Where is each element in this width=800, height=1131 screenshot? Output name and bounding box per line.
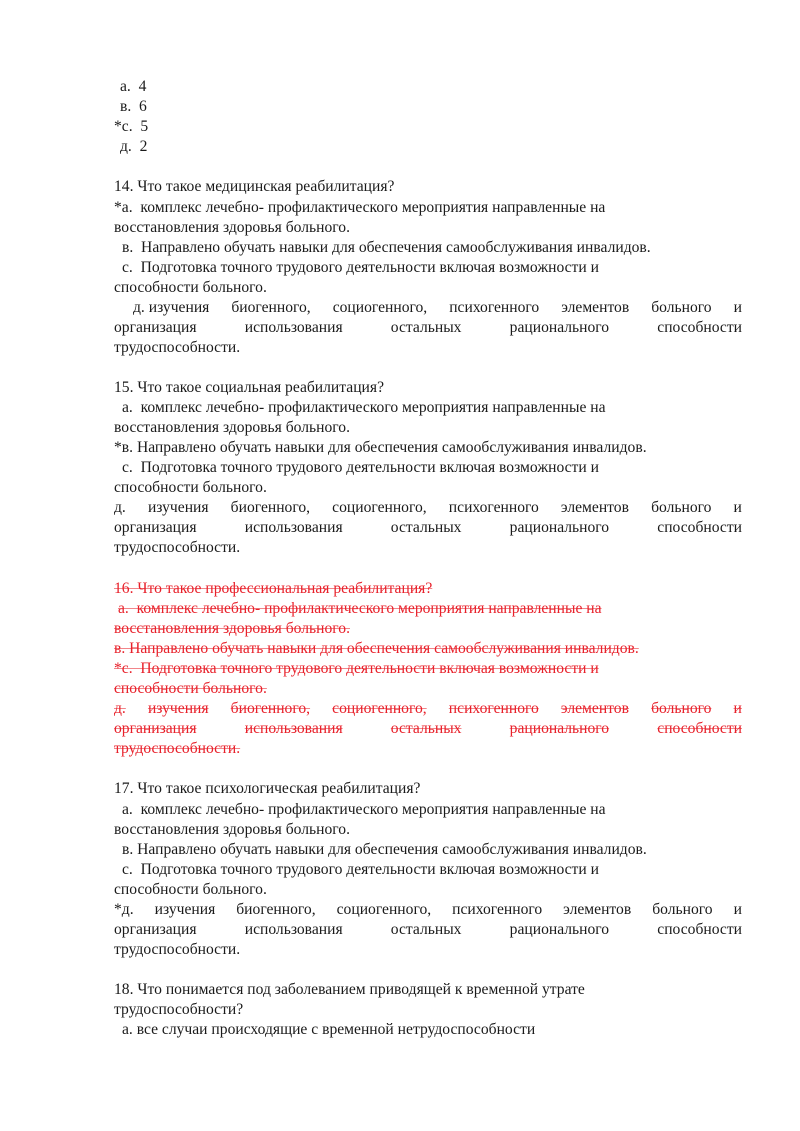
q13-option-d: д. 2	[120, 138, 148, 155]
word: социогенного,	[332, 700, 427, 717]
q14-option-d-line2	[114, 318, 742, 338]
q18-question-line2: трудоспособности?	[114, 1001, 244, 1018]
q16-option-d-line1	[114, 699, 742, 719]
q15-option-a-line1: а. комплекс лечебно- профилактического мероприятия направленные на	[122, 399, 606, 416]
q17-option-d-line3: трудоспособности.	[114, 941, 241, 958]
word: изучения	[147, 700, 209, 717]
q15-option-c-line2: способности больного.	[114, 479, 267, 496]
word: рационального	[509, 720, 610, 737]
q16-question: 16. Что такое профессиональная реабилитация?	[114, 580, 433, 597]
word: биогенного,	[230, 499, 311, 516]
q18-option-a: а. все случаи происходящие с временной нетрудоспособности	[122, 1021, 536, 1038]
word: биогенного,	[230, 700, 311, 717]
q15-option-b: *в. Направлено обучать навыки для обеспечения самообслуживания инвалидов.	[114, 439, 647, 456]
q16-option-b: в. Направлено обучать навыки для обеспечения самообслуживания инвалидов.	[114, 640, 639, 657]
q17-option-a-line2: восстановления здоровья больного.	[114, 821, 350, 838]
q14-option-c-line1: с. Подготовка точного трудового деятельности включая возможности и	[122, 259, 599, 276]
word: и	[733, 700, 742, 717]
q17-option-b: в. Направлено обучать навыки для обеспечения самообслуживания инвалидов.	[122, 841, 647, 858]
word: психогенного	[448, 700, 539, 717]
word: больного	[651, 700, 712, 717]
word: способности	[657, 319, 742, 336]
word: элементов	[561, 299, 630, 316]
q13-option-c: *с. 5	[114, 118, 149, 135]
word: изучения	[154, 901, 216, 918]
q15-option-c-line1: с. Подготовка точного трудового деятельности включая возможности и	[122, 459, 599, 476]
word: и	[733, 901, 742, 918]
word: организация	[114, 921, 197, 938]
word: рационального	[509, 921, 610, 938]
q14-option-b: в. Направлено обучать навыки для обеспечения самообслуживания инвалидов.	[122, 239, 651, 256]
word: остальных	[390, 921, 462, 938]
word: *д.	[114, 901, 134, 918]
q16-option-d-line3: трудоспособности.	[114, 740, 241, 757]
q17-option-c-line2: способности больного.	[114, 881, 267, 898]
word: изучения	[147, 499, 209, 516]
q14-option-a-line1: *а. комплекс лечебно- профилактического мероприятия направленные на	[114, 199, 606, 216]
word: биогенного,	[231, 299, 311, 316]
q15-option-d-line1	[114, 498, 742, 518]
q15-option-d-line2	[114, 518, 742, 538]
q17-option-c-line1: с. Подготовка точного трудового деятельности включая возможности и	[122, 861, 599, 878]
q14-option-d-line1	[133, 298, 742, 318]
q17-option-d-line1	[114, 900, 742, 920]
q18-question-line1: 18. Что понимается под заболеванием приводящей к временной утрате	[114, 981, 585, 998]
word: рационального	[509, 319, 610, 336]
word: д. изучения	[133, 299, 210, 316]
word: остальных	[390, 720, 462, 737]
word: использования	[244, 921, 343, 938]
q14-question: 14. Что такое медицинская реабилитация?	[114, 178, 395, 195]
word: и	[733, 499, 742, 516]
word: социогенного,	[332, 499, 427, 516]
q17-option-a-line1: а. комплекс лечебно- профилактического мероприятия направленные на	[122, 801, 606, 818]
word: д.	[114, 700, 126, 717]
word: больного	[651, 499, 712, 516]
q15-question: 15. Что такое социальная реабилитация?	[114, 379, 384, 396]
q14-option-a-line2: восстановления здоровья больного.	[114, 219, 350, 236]
word: способности	[657, 519, 742, 536]
word: д.	[114, 499, 126, 516]
q16-option-a-line1: а. комплекс лечебно- профилактического мероприятия направленные на	[118, 600, 602, 617]
q16-option-c-line1: *с. Подготовка точного трудового деятельности включая возможности и	[114, 660, 599, 677]
word: рационального	[509, 519, 610, 536]
word: биогенного,	[236, 901, 316, 918]
word: элементов	[560, 700, 629, 717]
word: психогенного	[448, 499, 539, 516]
word: элементов	[560, 499, 629, 516]
word: социогенного,	[332, 299, 428, 316]
q15-option-a-line2: восстановления здоровья больного.	[114, 419, 350, 436]
word: использования	[244, 319, 343, 336]
word: психогенного	[449, 299, 540, 316]
word: больного	[651, 299, 712, 316]
word: остальных	[390, 319, 462, 336]
word: остальных	[390, 519, 462, 536]
q16-option-c-line2: способности больного.	[114, 680, 267, 697]
word: и	[733, 299, 742, 316]
q13-option-b: в. 6	[120, 98, 147, 115]
word: способности	[657, 921, 742, 938]
word: организация	[114, 519, 197, 536]
word: психогенного	[452, 901, 543, 918]
word: организация	[114, 720, 197, 737]
word: использования	[244, 720, 343, 737]
q14-option-c-line2: способности больного.	[114, 279, 267, 296]
q17-question: 17. Что такое психологическая реабилитация?	[114, 780, 421, 797]
word: организация	[114, 319, 197, 336]
q16-option-d-line2	[114, 719, 742, 739]
word: элементов	[563, 901, 632, 918]
q13-option-a: a. 4	[120, 78, 147, 95]
q16-option-a-line2: восстановления здоровья больного.	[114, 620, 350, 637]
q17-option-d-line2	[114, 920, 742, 940]
word: больного	[652, 901, 713, 918]
word: социогенного,	[336, 901, 432, 918]
word: способности	[657, 720, 742, 737]
q14-option-d-line3: трудоспособности.	[114, 339, 241, 356]
word: использования	[244, 519, 343, 536]
q15-option-d-line3: трудоспособности.	[114, 539, 241, 556]
